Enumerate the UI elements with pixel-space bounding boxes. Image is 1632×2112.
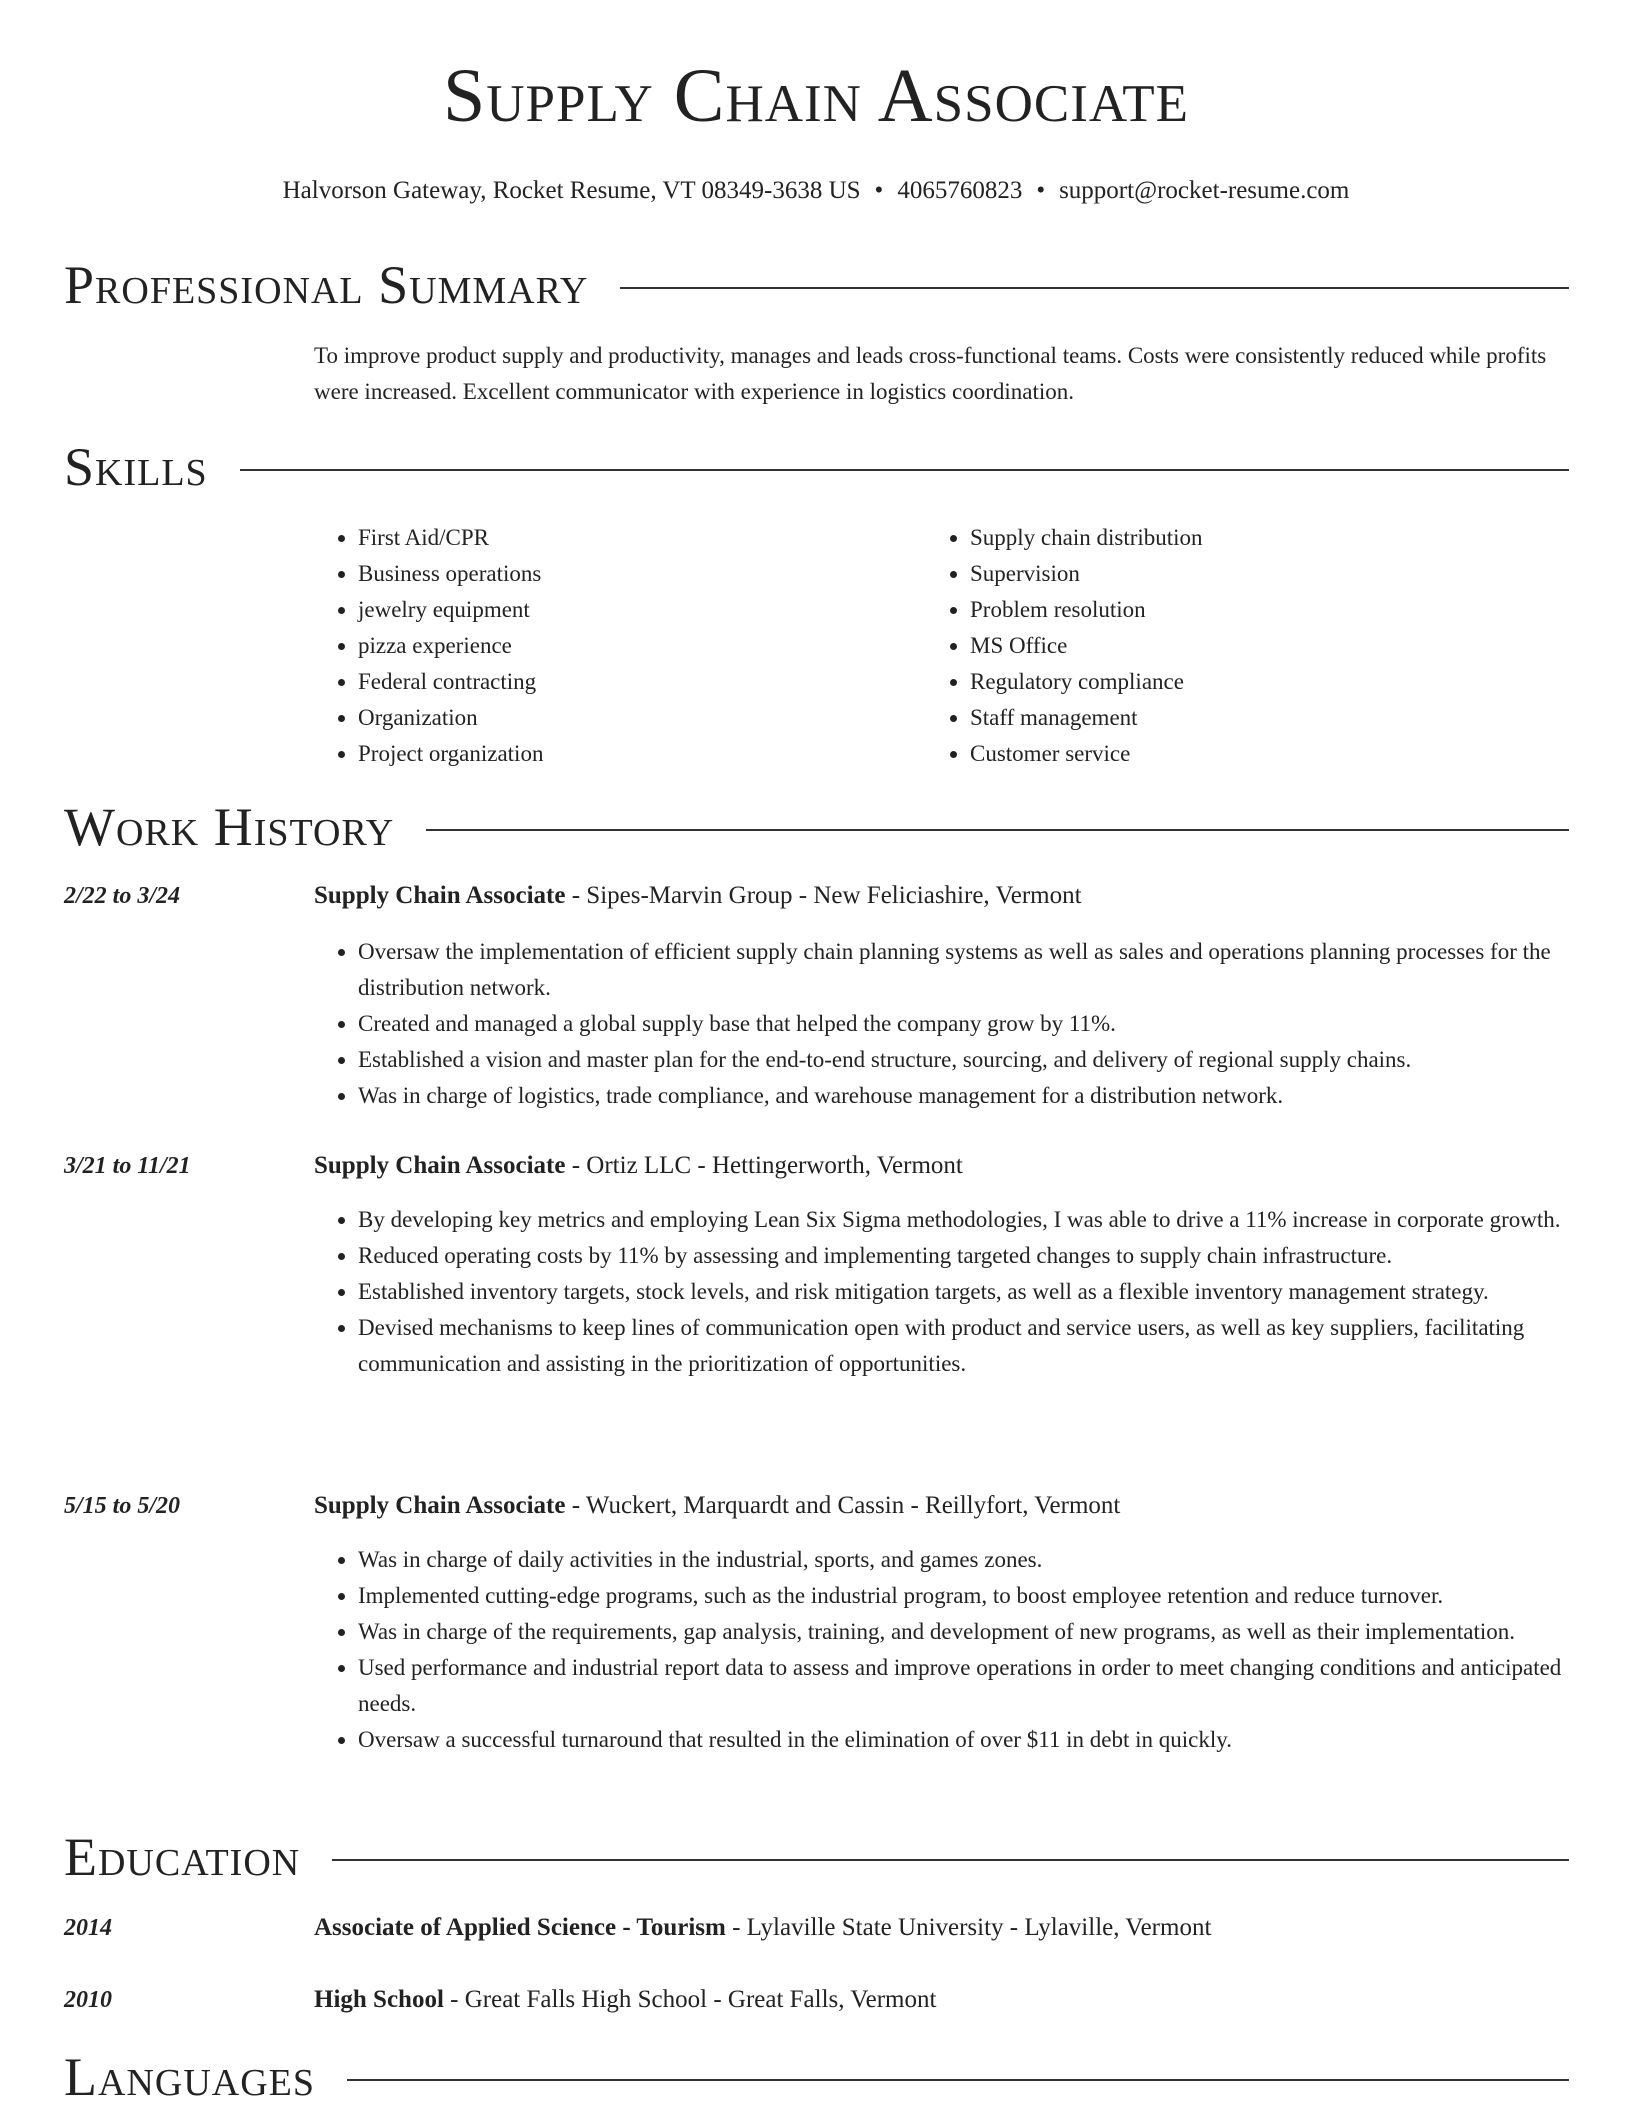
section-divider <box>426 829 1569 831</box>
education-section-header <box>64 1827 1569 1887</box>
job-bullet: • Established inventory targets, stock levels, and risk mitigation targets, as well as a flexible inventory management strategy. <box>358 1274 1613 1310</box>
skill-item: • Business operations <box>358 556 543 592</box>
job-title: Supply Chain Associate <box>314 1492 566 1519</box>
skills-list-right <box>926 520 1203 772</box>
skill-item: • Problem resolution <box>970 592 1203 628</box>
skills-heading: Skills <box>64 437 208 497</box>
skill-item: • Supervision <box>970 556 1203 592</box>
work-section-header <box>64 797 1569 857</box>
job-bullet: • Was in charge of logistics, trade compliance, and warehouse management for a distribution network. <box>358 1078 1613 1114</box>
job-bullet: • Implemented cutting-edge programs, such as the industrial program, to boost employee retention and reduce turnover. <box>358 1578 1613 1614</box>
skill-item: • Project organization <box>358 736 543 772</box>
job-details: - Sipes-Marvin Group - New Feliciashire, Vermont <box>565 882 1082 909</box>
skill-item: • pizza experience <box>358 628 543 664</box>
section-divider <box>347 2079 1569 2081</box>
education-degree: High School <box>314 1986 444 2013</box>
resume-name: Supply Chain Associate <box>442 54 1190 138</box>
skill-item: • jewelry equipment <box>358 592 543 628</box>
skills-list-left <box>314 520 543 772</box>
education-entry <box>314 1982 1569 2018</box>
work-heading: Work History <box>64 797 395 857</box>
job-dates: 2/22 to 3/24 <box>64 883 181 909</box>
contact-line <box>0 176 1632 206</box>
education-year: 2014 <box>64 1915 112 1941</box>
job-heading <box>314 1488 1569 1524</box>
education-entry <box>314 1910 1569 1946</box>
contact-address: Halvorson Gateway, Rocket Resume, VT 08349-3638 US <box>282 177 861 204</box>
languages-section-header <box>64 2047 1569 2107</box>
job-heading <box>314 1148 1569 1184</box>
section-divider <box>240 469 1569 471</box>
job-bullet: • Established a vision and master plan for the end-to-end structure, sourcing, and delivery of regional supply chains. <box>358 1042 1613 1078</box>
section-divider <box>620 287 1569 289</box>
contact-phone: 4065760823 <box>897 177 1023 204</box>
skill-item: • Federal contracting <box>358 664 543 700</box>
skill-item: • First Aid/CPR <box>358 520 543 556</box>
job-heading <box>314 878 1569 914</box>
job-title: Supply Chain Associate <box>314 882 566 909</box>
summary-section-header <box>64 255 1569 315</box>
skill-item: • Staff management <box>970 700 1203 736</box>
skill-item: • Regulatory compliance <box>970 664 1203 700</box>
education-details: - Lylaville State University - Lylaville, Vermont <box>725 1914 1212 1941</box>
summary-heading: Professional Summary <box>64 255 589 315</box>
education-details: - Great Falls High School - Great Falls, Vermont <box>443 1986 937 2013</box>
job-bullet: • By developing key metrics and employing Lean Six Sigma methodologies, I was able to drive a 11% increase in corporate growth. <box>358 1202 1613 1238</box>
job-dates: 3/21 to 11/21 <box>64 1153 191 1179</box>
job-bullet: • Was in charge of the requirements, gap analysis, training, and development of new programs, as well as their implementation. <box>358 1614 1613 1650</box>
skill-item: • Customer service <box>970 736 1203 772</box>
job-bullet: • Oversaw the implementation of efficient supply chain planning systems as well as sales and operations planning processes for the distribution network. <box>358 934 1613 1006</box>
job-bullet: • Oversaw a successful turnaround that resulted in the elimination of over $11 in debt in quickly. <box>358 1722 1613 1758</box>
skill-item: • MS Office <box>970 628 1203 664</box>
education-year: 2010 <box>64 1987 112 2013</box>
summary-text: To improve product supply and productivity, manages and leads cross-functional teams. Costs were consistently reduced while profits were increased. Excellent communicator with experience in logistics coordination. <box>314 343 1547 404</box>
job-details: - Wuckert, Marquardt and Cassin - Reillyfort, Vermont <box>565 1492 1121 1519</box>
section-divider <box>332 1859 1569 1861</box>
job-bullet: • Devised mechanisms to keep lines of communication open with product and service users, as well as key suppliers, facilitating communication and assisting in the prioritization of opportunities. <box>358 1310 1613 1382</box>
contact-separator: • <box>1036 177 1046 204</box>
education-degree: Associate of Applied Science - Tourism <box>314 1914 726 1941</box>
job-bullets <box>314 934 1613 1114</box>
contact-separator: • <box>874 177 884 204</box>
job-bullet: • Reduced operating costs by 11% by assessing and implementing targeted changes to supply chain infrastructure. <box>358 1238 1613 1274</box>
contact-email: support@rocket-resume.com <box>1059 177 1350 204</box>
job-title: Supply Chain Associate <box>314 1152 566 1179</box>
job-bullet: • Created and managed a global supply base that helped the company grow by 11%. <box>358 1006 1613 1042</box>
education-heading: Education <box>64 1827 301 1887</box>
skill-item: • Organization <box>358 700 543 736</box>
skills-section-header <box>64 437 1569 497</box>
job-bullet: • Used performance and industrial report data to assess and improve operations in order to meet changing conditions and anticipated needs. <box>358 1650 1613 1722</box>
job-bullet: • Was in charge of daily activities in the industrial, sports, and games zones. <box>358 1542 1613 1578</box>
job-bullets <box>314 1202 1613 1382</box>
job-bullets <box>314 1542 1613 1758</box>
skill-item: • Supply chain distribution <box>970 520 1203 556</box>
job-dates: 5/15 to 5/20 <box>64 1493 181 1519</box>
languages-heading: Languages <box>64 2047 315 2107</box>
job-details: - Ortiz LLC - Hettingerworth, Vermont <box>565 1152 963 1179</box>
